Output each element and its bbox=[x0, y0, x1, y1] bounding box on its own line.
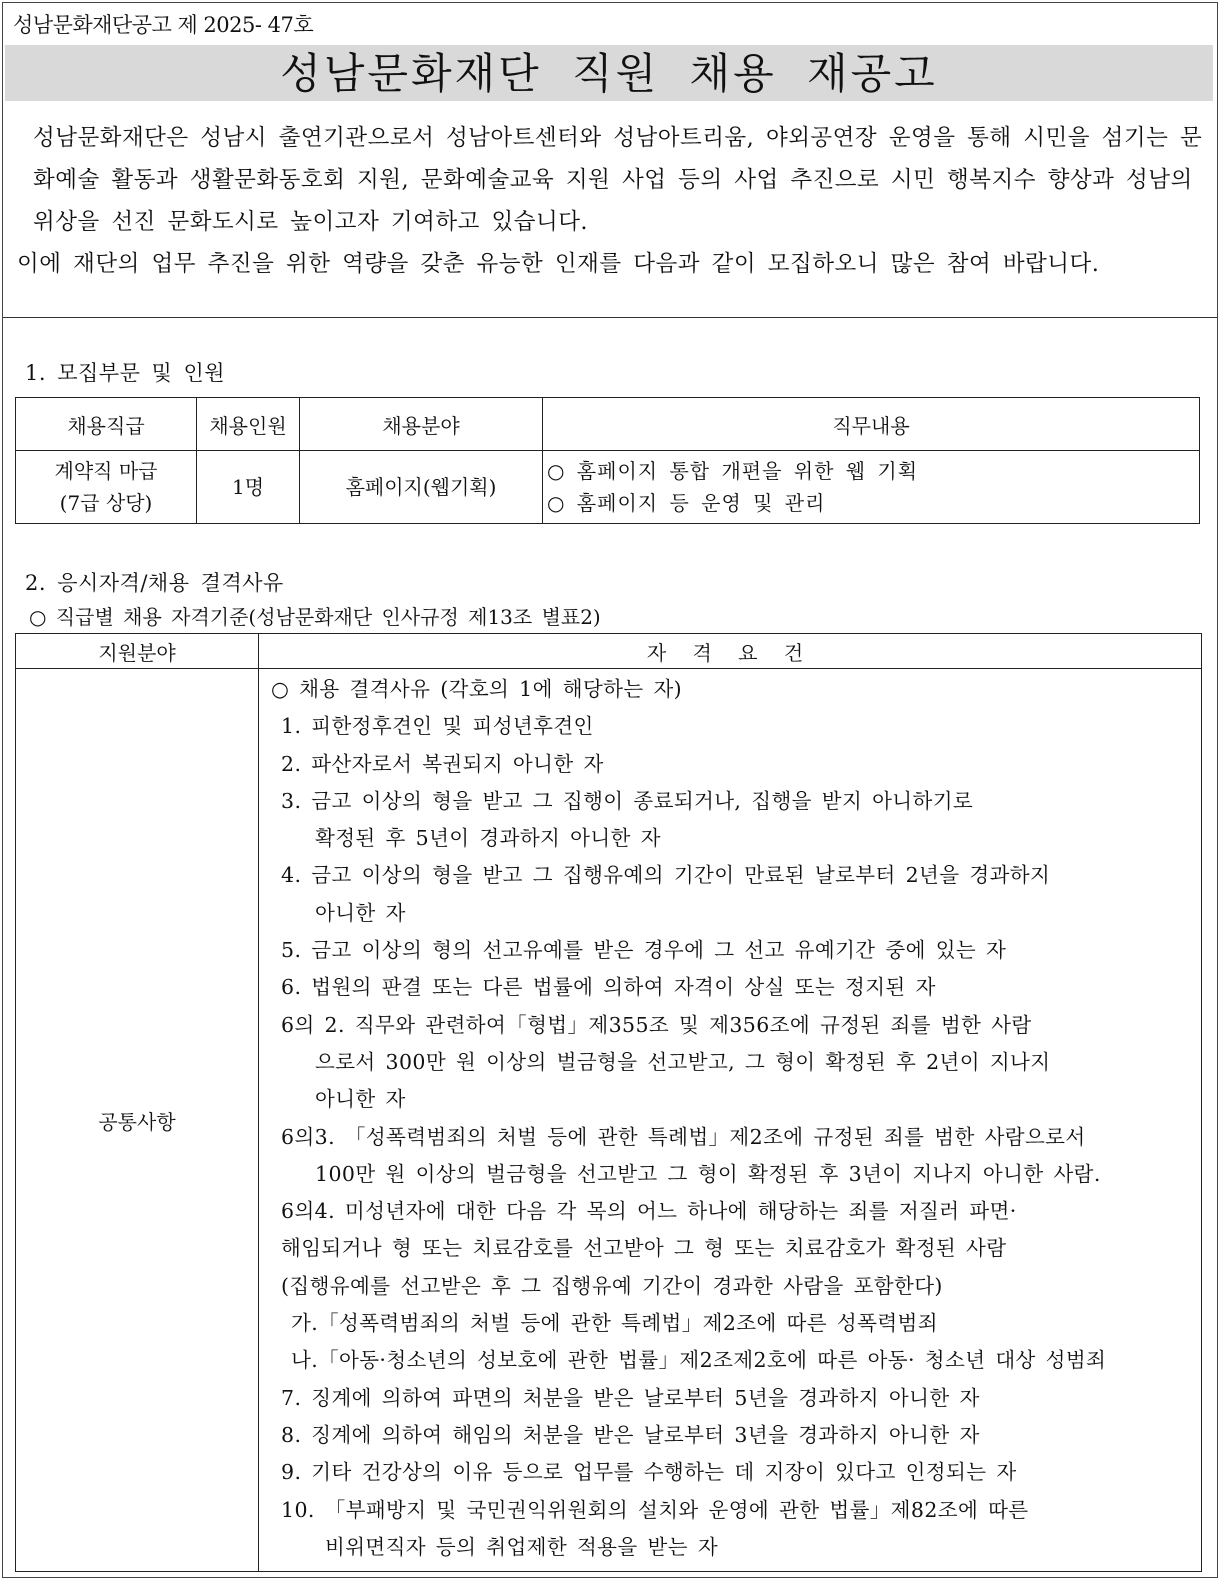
intro-text bbox=[17, 117, 1203, 285]
list-item: 3. 금고 이상의 형을 받고 그 집행이 종료되거나, 집행을 받지 아니하기로 bbox=[281, 788, 974, 813]
cell-duty bbox=[543, 451, 1200, 524]
list-item: 해임되거나 형 또는 치료감호를 선고받아 그 형 또는 치료감호가 확정된 사람 bbox=[281, 1236, 1007, 1261]
list-item: 아니한 자 bbox=[315, 1087, 406, 1112]
list-item: ○ 채용 결격사유 (각호의 1에 해당하는 자) bbox=[271, 677, 683, 701]
list-item: 6의 2. 직무와 관련하여「형법」제355조 및 제356조에 규정된 죄를 범한 사람 bbox=[281, 1012, 1032, 1037]
intro-paragraph-2: 이에 재단의 업무 추진을 위한 역량을 갖춘 유능한 인재를 다음과 같이 모집하오니 많은 참여 바랍니다. bbox=[17, 251, 1100, 277]
list-item: 4. 금고 이상의 형을 받고 그 집행유예의 기간이 만료된 날로부터 2년을 경과하지 bbox=[281, 863, 1051, 888]
section-divider bbox=[3, 317, 1217, 318]
header-field: 채용분야 bbox=[300, 398, 543, 451]
header-area: 지원분야 bbox=[16, 634, 259, 669]
disqualification-list bbox=[259, 671, 1201, 1566]
duty-item-2: ○ 홈페이지 등 운영 및 관리 bbox=[547, 491, 826, 515]
list-item: 으로서 300만 원 이상의 벌금형을 선고받고, 그 형이 확정된 후 2년이 지나지 bbox=[315, 1049, 1051, 1074]
page-title: 성남문화재단 직원 채용 재공고 bbox=[5, 45, 1213, 101]
qualification-table bbox=[15, 633, 1202, 1572]
cell-area: 공통사항 bbox=[16, 669, 259, 1572]
list-item: 2. 파산자로서 복권되지 아니한 자 bbox=[281, 751, 604, 776]
list-item: 나.「아동·청소년의 성보호에 관한 법률」제2조제2호에 따른 아동· 청소년 대상 성범죄 bbox=[291, 1348, 1107, 1373]
list-item: 1. 피한정후견인 및 피성년후견인 bbox=[281, 714, 594, 739]
notice-number: 성남문화재단공고 제 2025- 47호 bbox=[13, 13, 314, 37]
list-item: 6. 법원의 판결 또는 다른 법률에 의하여 자격이 상실 또는 정지된 자 bbox=[281, 975, 936, 1000]
table-row bbox=[16, 669, 1202, 1572]
intro-paragraph-1: 성남문화재단은 성남시 출연기관으로서 성남아트센터와 성남아트리움, 야외공연장 운영을 통해 시민을 섬기는 문화예술 활동과 생활문화동호회 지원, 문화예술교육 지원 사업 등의 사업 추진으로 시민 행복지수 향상과 성남의 위상을 선진 문화도시로 높이고자 기여하고 있습니다. bbox=[33, 125, 1203, 235]
section2-subtitle: ○ 직급별 채용 자격기준(성남문화재단 인사규정 제13조 별표2) bbox=[29, 605, 601, 629]
section1-title: 1. 모집부문 및 인원 bbox=[25, 361, 226, 385]
header-grade: 채용직급 bbox=[16, 398, 197, 451]
notice-page bbox=[2, 2, 1218, 1578]
list-item: 10. 「부패방지 및 국민권익위원회의 설치와 운영에 관한 법률」제82조에 따른 bbox=[281, 1497, 1029, 1522]
list-item: 8. 징계에 의하여 해임의 처분을 받은 날로부터 3년을 경과하지 아니한 자 bbox=[281, 1422, 980, 1447]
header-requirements: 자 격 요 건 bbox=[259, 634, 1202, 669]
grade-line-2: (7급 상당) bbox=[59, 491, 153, 515]
cell-grade bbox=[16, 451, 197, 524]
table-header-row bbox=[16, 398, 1200, 451]
cell-requirements bbox=[259, 669, 1202, 1572]
section2-title: 2. 응시자격/채용 결격사유 bbox=[25, 571, 284, 595]
cell-field: 홈페이지(웹기획) bbox=[300, 451, 543, 524]
cell-count: 1명 bbox=[197, 451, 300, 524]
list-item: 5. 금고 이상의 형의 선고유예를 받은 경우에 그 선고 유예기간 중에 있는 자 bbox=[281, 938, 1007, 963]
list-item: (집행유예를 선고받은 후 그 집행유예 기간이 경과한 사람을 포함한다) bbox=[281, 1273, 943, 1298]
list-item: 가.「성폭력범죄의 처벌 등에 관한 특례법」제2조에 따른 성폭력범죄 bbox=[291, 1311, 938, 1336]
list-item: 7. 징계에 의하여 파면의 처분을 받은 날로부터 5년을 경과하지 아니한 자 bbox=[281, 1385, 980, 1410]
duty-item-1: ○ 홈페이지 통합 개편을 위한 웹 기획 bbox=[547, 459, 919, 483]
recruitment-table bbox=[15, 397, 1200, 524]
header-duty: 직무내용 bbox=[543, 398, 1200, 451]
list-item: 9. 기타 건강상의 이유 등으로 업무를 수행하는 데 지장이 있다고 인정되는 자 bbox=[281, 1460, 1017, 1485]
list-item: 아니한 자 bbox=[315, 900, 406, 925]
table-row bbox=[16, 451, 1200, 524]
list-item: 6의4. 미성년자에 대한 다음 각 목의 어느 하나에 해당하는 죄를 저질러 파면· bbox=[281, 1199, 1017, 1224]
list-item: 비위면직자 등의 취업제한 적용을 받는 자 bbox=[325, 1534, 719, 1559]
list-item: 6의3. 「성폭력범죄의 처벌 등에 관한 특례법」제2조에 규정된 죄를 범한 사람으로서 bbox=[281, 1124, 1086, 1149]
list-item: 100만 원 이상의 벌금형을 선고받고 그 형이 확정된 후 3년이 지나지 아니한 사람. bbox=[315, 1161, 1101, 1186]
table-header-row bbox=[16, 634, 1202, 669]
header-count: 채용인원 bbox=[197, 398, 300, 451]
list-item: 확정된 후 5년이 경과하지 아니한 자 bbox=[315, 826, 661, 851]
grade-line-1: 계약직 마급 bbox=[54, 459, 158, 483]
